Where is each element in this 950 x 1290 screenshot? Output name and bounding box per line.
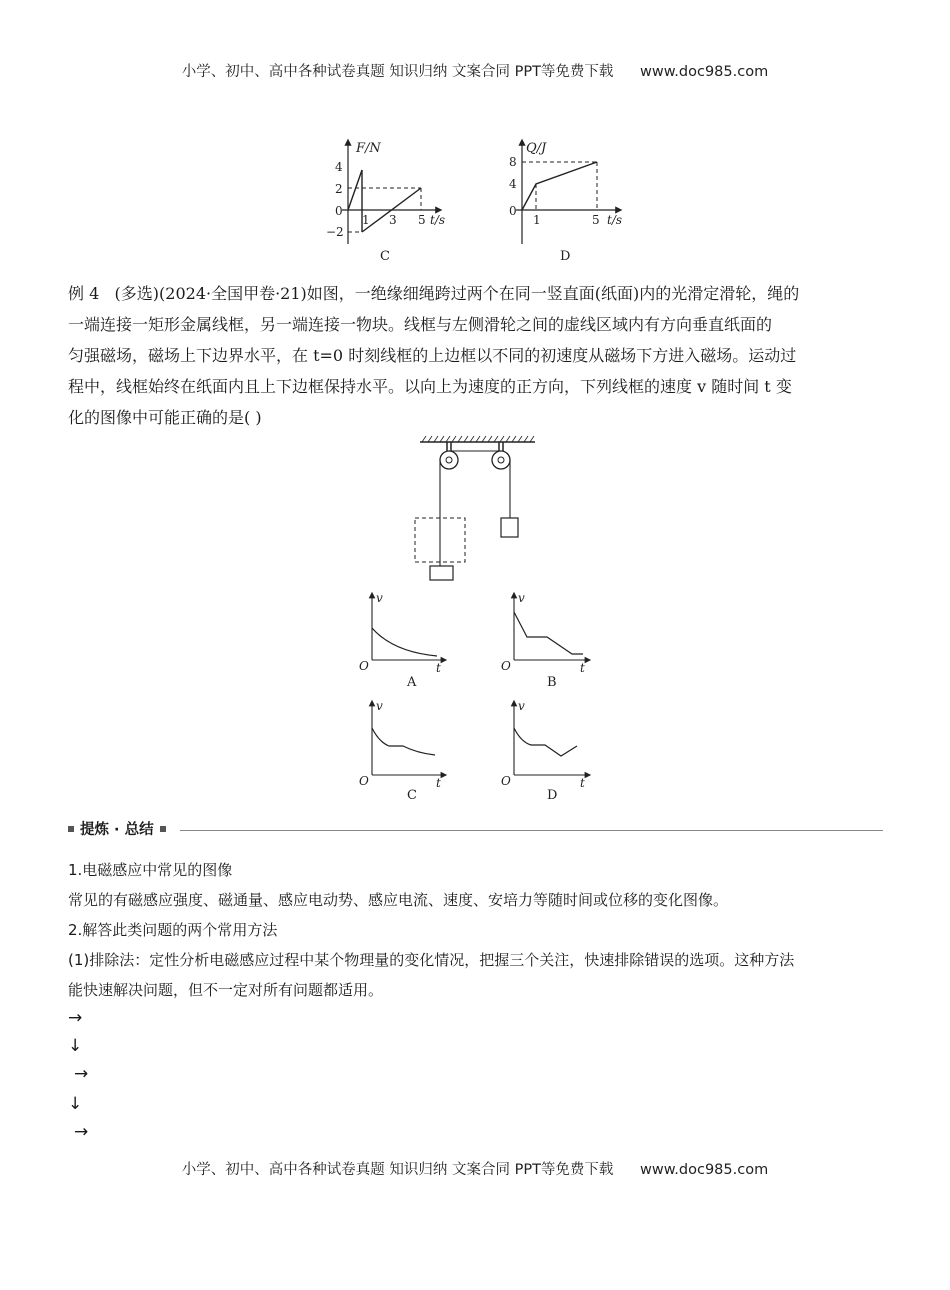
- pulley-right-axle: [498, 457, 504, 463]
- vt-c-xlabel: t: [436, 776, 441, 790]
- vt-b-origin: O: [501, 659, 511, 673]
- vt-a-ylabel: v: [376, 591, 383, 605]
- graph-c-ytick: 2: [335, 182, 343, 196]
- example-label: 例 4: [68, 284, 100, 303]
- example-line-1: [68, 278, 883, 309]
- graph-d-letter: D: [560, 249, 571, 264]
- wire-frame: [430, 566, 453, 580]
- summary-bullet-right: [160, 826, 166, 832]
- summary-h1: 1.电磁感应中常见的图像: [68, 861, 233, 879]
- block: [501, 518, 518, 537]
- vt-a-letter: A: [407, 675, 417, 690]
- vt-graph-c: [359, 699, 445, 803]
- pulley-left-axle: [446, 457, 452, 463]
- vt-c-ylabel: v: [376, 699, 383, 713]
- graph-d-ytick: 4: [509, 177, 517, 191]
- vt-graph-a: [359, 591, 445, 690]
- vt-b-xlabel: t: [580, 661, 585, 675]
- page-footer: [0, 1158, 950, 1179]
- vt-graph-d: [501, 699, 589, 803]
- vt-b-ylabel: v: [518, 591, 525, 605]
- graph-c-ytick: 0: [335, 204, 343, 218]
- top-graphs: [320, 136, 640, 266]
- summary-p2a: (1)排除法：定性分析电磁感应过程中某个物理量的变化情况，把握三个关注，快速排除错误的选项。这种方法: [68, 951, 795, 969]
- example-text: 如图，一绝缘细绳跨过两个在同一竖直面(纸面)内的光滑定滑轮，绳的: [306, 284, 800, 303]
- example-line-2: 一端连接一矩形金属线框，另一端连接一物块。线框与左侧滑轮之间的虚线区域内有方向垂直纸面的: [68, 315, 773, 334]
- graph-d-ytick: 8: [509, 155, 517, 169]
- flow-arrow-down: ↓: [68, 1094, 83, 1114]
- flow-arrow-down: ↓: [68, 1036, 83, 1056]
- graph-d-xtick: 1: [533, 213, 541, 227]
- vt-graphs: [355, 590, 605, 805]
- example-line-3: 匀强磁场，磁场上下边界水平，在 t=0 时刻线框的上边框以不同的初速度从磁场下方进入磁场。运动过: [68, 346, 797, 365]
- summary-heading: [68, 818, 883, 842]
- graph-c-ylabel: F/N: [356, 141, 381, 156]
- graph-d-xtick: 5: [592, 213, 600, 227]
- example-line-5: 化的图像中可能正确的是( ): [68, 408, 262, 427]
- graph-d-xlabel: t/s: [607, 213, 623, 227]
- summary-h2: 2.解答此类问题的两个常用方法: [68, 921, 278, 939]
- vt-graph-b: [501, 591, 589, 690]
- graph-d-ylabel: Q/J: [526, 141, 547, 156]
- example-4: [68, 278, 883, 433]
- example-line-4: 程中，线框始终在纸面内且上下边框保持水平。以向上为速度的正方向，下列线框的速度 v 随时间 t 变: [68, 377, 792, 396]
- summary-divider: [180, 830, 883, 831]
- graph-c: [326, 141, 445, 264]
- graph-c-xtick: 1: [362, 213, 370, 227]
- vt-c-letter: C: [407, 788, 417, 803]
- footer-url[interactable]: www.doc985.com: [640, 1162, 769, 1178]
- vt-d-ylabel: v: [518, 699, 525, 713]
- vt-a-origin: O: [359, 659, 369, 673]
- vt-a-curve: [372, 628, 437, 656]
- footer-text: 小学、初中、高中各种试卷真题 知识归纳 文案合同 PPT等免费下载: [181, 1162, 614, 1178]
- flow-arrow-right: →: [74, 1064, 89, 1084]
- vt-d-curve: [514, 728, 577, 756]
- summary-p2b: 能快速解决问题，但不一定对所有问题都适用。: [68, 981, 384, 999]
- graph-c-letter: C: [380, 249, 390, 264]
- graph-c-curve-rise: [348, 170, 362, 210]
- header-url[interactable]: www.doc985.com: [640, 64, 769, 80]
- vt-b-letter: B: [547, 675, 557, 690]
- graph-d-curve: [522, 162, 597, 210]
- page-header: [0, 60, 950, 81]
- pulley-diagram: [400, 432, 550, 587]
- graph-c-xtick: 3: [389, 213, 397, 227]
- summary-bullet-left: [68, 826, 74, 832]
- vt-c-origin: O: [359, 774, 369, 788]
- ceiling-hatch: [422, 436, 534, 442]
- summary-p1: 常见的有磁感应强度、磁通量、感应电动势、感应电流、速度、安培力等随时间或位移的变化图像。: [68, 891, 729, 909]
- flow-arrow-right: →: [68, 1008, 83, 1028]
- graph-d: [509, 141, 622, 264]
- vt-b-curve: [514, 612, 583, 654]
- flow-arrow-right: →: [74, 1122, 89, 1142]
- summary-title: 提炼 · 总结: [80, 822, 154, 838]
- graph-c-xlabel: t/s: [430, 213, 446, 227]
- example-tag: (多选)(2024·全国甲卷·21): [114, 284, 307, 303]
- vt-d-letter: D: [547, 788, 558, 803]
- vt-c-curve: [372, 728, 435, 755]
- graph-d-ytick: 0: [509, 204, 517, 218]
- vt-d-origin: O: [501, 774, 511, 788]
- graph-c-ytick: −2: [326, 225, 344, 239]
- vt-a-xlabel: t: [436, 661, 441, 675]
- vt-d-xlabel: t: [580, 776, 585, 790]
- graph-c-xtick: 5: [418, 213, 426, 227]
- graph-c-ytick: 4: [335, 160, 343, 174]
- header-text: 小学、初中、高中各种试卷真题 知识归纳 文案合同 PPT等免费下载: [181, 64, 614, 80]
